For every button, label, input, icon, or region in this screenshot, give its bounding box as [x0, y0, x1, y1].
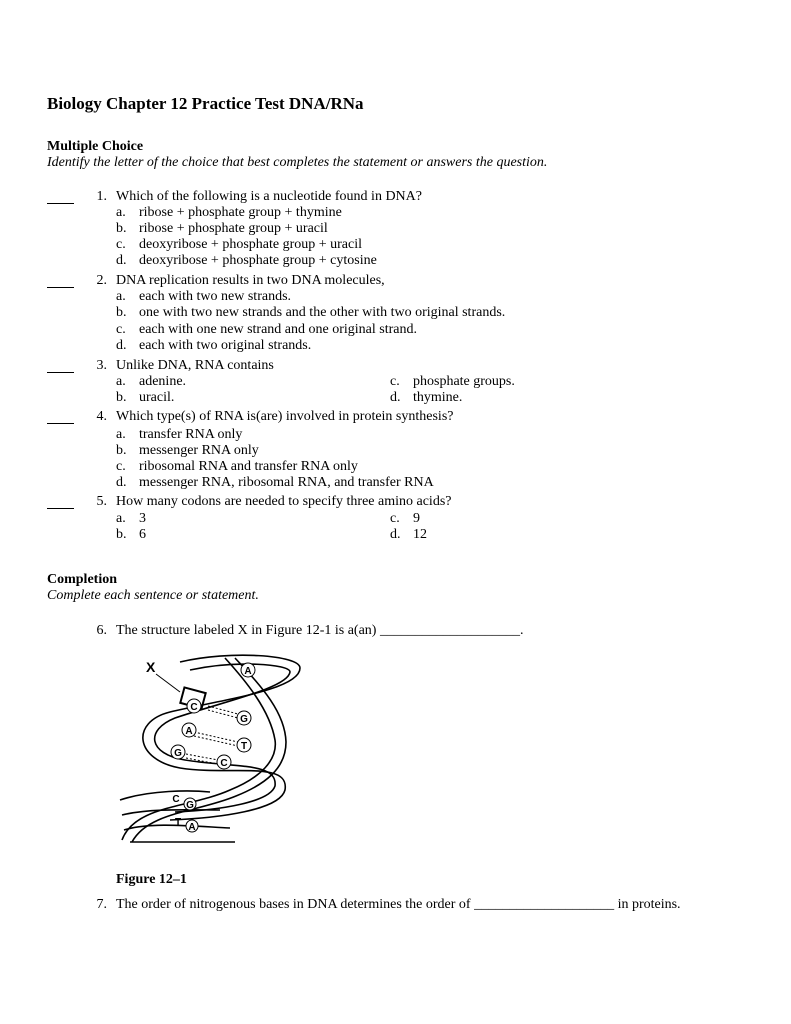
answer-blank-5[interactable]: [47, 496, 74, 509]
question-stem: Which type(s) of RNA is(are) involved in protein synthesis?: [116, 409, 454, 424]
question-number: 3.: [96, 358, 107, 373]
choice-letter: a.: [116, 374, 126, 389]
choice-letter: d.: [116, 338, 127, 353]
helix-backbone: [122, 810, 220, 815]
helix-backbone: [120, 791, 210, 800]
choice-letter: a.: [116, 205, 126, 220]
helix-backbone: [122, 658, 275, 840]
mc-instructions: Identify the letter of the choice that best completes the statement or answers the question.: [47, 155, 548, 170]
choice-letter: a.: [116, 511, 126, 526]
question-number: 2.: [96, 273, 107, 288]
hydrogen-bond: [208, 710, 238, 718]
choice-text: thymine.: [413, 390, 463, 405]
choice-letter: c.: [390, 374, 400, 389]
choice-text: deoxyribose + phosphate group + cytosine: [139, 253, 377, 268]
hydrogen-bond: [208, 706, 238, 714]
label-x-pointer: [156, 674, 180, 692]
dna-helix-figure: [110, 650, 310, 850]
base-label: T: [240, 741, 248, 752]
choice-text: adenine.: [139, 374, 187, 389]
base-label: G: [186, 800, 194, 811]
base-label: A: [185, 726, 193, 737]
question-number: 6.: [96, 623, 107, 638]
choice-letter: a.: [116, 427, 126, 442]
choice-text: ribose + phosphate group + uracil: [139, 221, 328, 236]
choice-text: phosphate groups.: [413, 374, 515, 389]
choice-text: each with two new strands.: [139, 289, 292, 304]
question-number: 1.: [96, 189, 107, 204]
choice-letter: d.: [390, 390, 401, 405]
base-label: G: [240, 714, 248, 725]
choice-letter: b.: [116, 527, 127, 542]
choice-letter: c.: [116, 322, 126, 337]
base-label: G: [174, 748, 182, 759]
choice-text: ribosomal RNA and transfer RNA only: [139, 459, 358, 474]
base-label: C: [172, 794, 180, 805]
choice-text: 3: [139, 511, 146, 526]
page-title: Biology Chapter 12 Practice Test DNA/RNa: [47, 94, 364, 113]
base-label: T: [174, 817, 182, 828]
choice-letter: b.: [116, 305, 127, 320]
choice-text: 12: [413, 527, 427, 542]
base-label: A: [188, 822, 196, 833]
base-label: C: [220, 758, 228, 769]
question-stem: Unlike DNA, RNA contains: [116, 358, 274, 373]
question-stem: How many codons are needed to specify three amino acids?: [116, 494, 452, 509]
choice-letter: c.: [116, 459, 126, 474]
hydrogen-bond: [194, 736, 238, 746]
label-x: X: [146, 659, 156, 675]
question-stem: Which of the following is a nucleotide found in DNA?: [116, 189, 422, 204]
choice-text: deoxyribose + phosphate group + uracil: [139, 237, 363, 252]
choice-text: 9: [413, 511, 420, 526]
choice-text: 6: [139, 527, 146, 542]
completion-question: The order of nitrogenous bases in DNA determines the order of ____________________ in proteins.: [116, 897, 681, 912]
mc-heading: Multiple Choice: [47, 139, 144, 154]
choice-text: messenger RNA, ribosomal RNA, and transfer RNA: [139, 475, 434, 490]
base-label: C: [190, 702, 198, 713]
choice-text: each with two original strands.: [139, 338, 312, 353]
answer-blank-3[interactable]: [47, 360, 74, 373]
choice-letter: c.: [390, 511, 400, 526]
completion-heading: Completion: [47, 572, 117, 587]
answer-blank-2[interactable]: [47, 275, 74, 288]
completion-instructions: Complete each sentence or statement.: [47, 588, 259, 603]
choice-text: one with two new strands and the other with two original strands.: [139, 305, 506, 320]
helix-backbone: [143, 655, 300, 820]
choice-text: messenger RNA only: [139, 443, 259, 458]
question-number: 7.: [96, 897, 107, 912]
choice-text: uracil.: [139, 390, 175, 405]
choice-text: ribose + phosphate group + thymine: [139, 205, 342, 220]
choice-letter: d.: [390, 527, 401, 542]
choice-text: transfer RNA only: [139, 427, 243, 442]
helix-backbone: [132, 658, 286, 842]
question-stem: DNA replication results in two DNA molecules,: [116, 273, 385, 288]
base-label: A: [244, 666, 252, 677]
answer-blank-4[interactable]: [47, 411, 74, 424]
question-number: 4.: [96, 409, 107, 424]
choice-letter: a.: [116, 289, 126, 304]
choice-letter: d.: [116, 253, 127, 268]
question-number: 5.: [96, 494, 107, 509]
choice-letter: b.: [116, 221, 127, 236]
figure-caption: Figure 12–1: [116, 872, 187, 887]
choice-text: each with one new strand and one original strand.: [139, 322, 417, 337]
completion-question: The structure labeled X in Figure 12-1 is a(an) ____________________.: [116, 623, 524, 638]
choice-letter: b.: [116, 390, 127, 405]
choice-letter: d.: [116, 475, 127, 490]
hydrogen-bond: [194, 732, 238, 742]
choice-letter: b.: [116, 443, 127, 458]
answer-blank-1[interactable]: [47, 191, 74, 204]
choice-letter: c.: [116, 237, 126, 252]
